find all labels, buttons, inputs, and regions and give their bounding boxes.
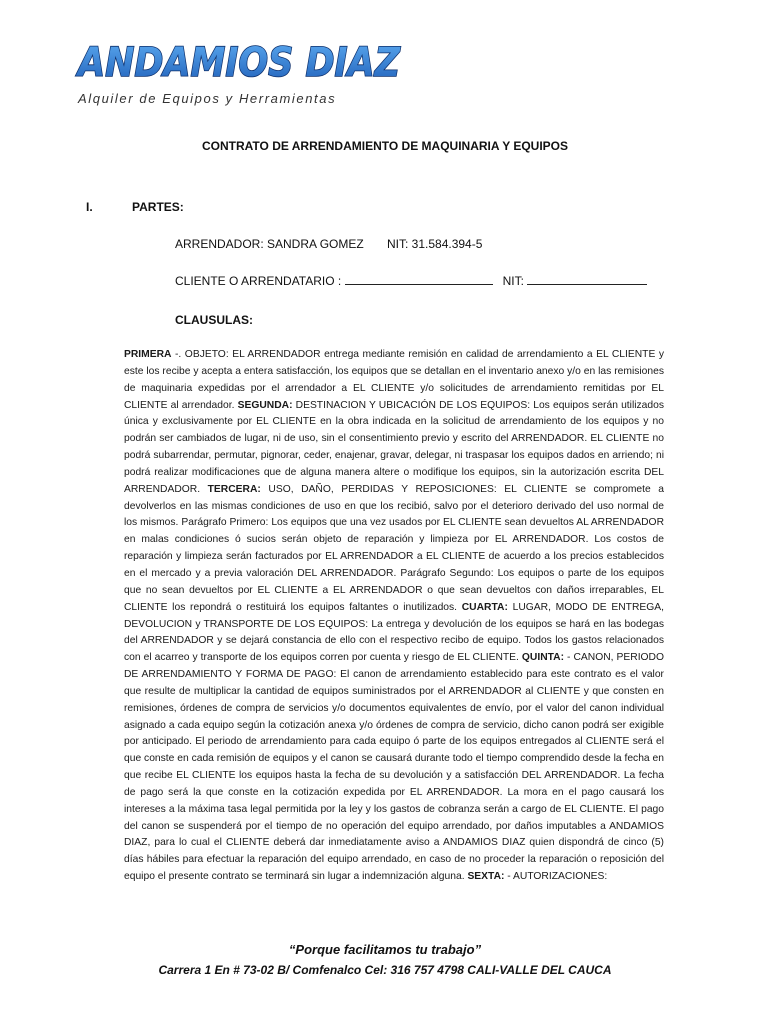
clause-label: CUARTA: [461, 601, 508, 613]
cliente-nit-label: NIT: [502, 274, 524, 288]
clauses-body [124, 347, 664, 886]
clause-label: PRIMERA [124, 349, 172, 360]
footer-address: Carrera 1 En # 73-02 B/ Comfenalco Cel: 316 757 4798 CALI-VALLE DEL CAUCA [158, 963, 612, 977]
cliente-line [175, 272, 647, 288]
arrendador-line: ARRENDADOR: SANDRA GOMEZ [175, 237, 364, 251]
clausulas-title: CLAUSULAS: [175, 313, 253, 327]
clause-label: TERCERA: [207, 483, 261, 495]
section-number: I. [86, 200, 93, 214]
company-logo [74, 36, 404, 84]
clause-text: LUGAR, MODO DE ENTREGA, DEVOLUCION y TRANSPORTE DE LOS EQUIPOS: La entrega y devolución de los equipos se hará en las bodegas del ARRENDADOR y se dejará constancia de ello con el respectivo recibo de equipo. Todos los gastos relacionados con el acarreo y transporte de los equipos corren por cuenta y riesgo de EL CLIENTE. [124, 601, 664, 664]
clause-text: USO, DAÑO, PERDIDAS Y REPOSICIONES: EL CLIENTE se compromete a devolverlos en las mismas condiciones de uso en que los recibió, salvo por el deterioro derivado del uso normal de los mismos. Parágrafo Primero: Los equipos que una vez usados por EL CLIENTE sean devueltos AL ARRENDADOR en malas condiciones ó sucios serán objeto de reparación y limpieza por EL ARRENDADOR. Los costos de reparación y limpieza serán facturados por EL ARRENDADOR a EL CLIENTE de acuerdo a los precios establecidos en el mercado y a previa valoración DEL ARRENDADOR. Parágrafo Segundo: Los equipos o parte de los equipos que no sean devueltos por EL CLIENTE a EL ARRENDADOR o que sean devueltos con daños irreparables, EL CLIENTE los repondrá o restituirá los equipos faltantes o inutilizados. [124, 483, 664, 613]
cliente-name-blank[interactable] [345, 272, 493, 285]
arrendador-nit: NIT: 31.584.394-5 [387, 237, 483, 251]
cliente-label: CLIENTE O ARRENDATARIO : [175, 274, 342, 288]
cliente-nit-blank[interactable] [527, 272, 647, 285]
clause-text: - AUTORIZACIONES: [504, 871, 608, 883]
clause-label: QUINTA: [521, 652, 565, 664]
company-tagline: Alquiler de Equipos y Herramientas [78, 91, 337, 106]
section-title: PARTES: [132, 200, 184, 214]
footer-motto: “Porque facilitamos tu trabajo” [288, 942, 482, 957]
clause-label: SEGUNDA: [237, 399, 293, 411]
clause-label: SEXTA: [467, 871, 505, 883]
clause-text: DESTINACION Y UBICACIÓN DE LOS EQUIPOS: Los equipos serán utilizados única y exclusivamente por EL CLIENTE en la obra indicada en la solicitud de arrendamiento de los equipos y no podrán ser cambiados de lugar, ni de uso, sin el consentimiento previo y escrito del ARRENDADOR. EL CLIENTE no podrá subarrendar, permutar, pignorar, ceder, enajenar, gravar, delegar, ni traspasar los equipos dados en arriendo; ni podrá realizar modificaciones que de alguna manera altere o modifique los equipos, sin la autorización escrita DEL ARRENDADOR. [124, 399, 664, 495]
clause-text: -. OBJETO: EL ARRENDADOR entrega mediante remisión en calidad de arrendamiento a EL CLIENTE y este los recibe y acepta a entera satisfacción, los equipos que se detallan en el inventario anexo y/o en las remisiones de maquinaria expedidas por el arrendador a EL CLIENTE y/o solicitudes de arrendamiento remitidas por EL CLIENTE al arrendador. [124, 349, 664, 411]
logo-text: ANDAMIOS DIAZ [75, 40, 401, 86]
clause-text: - CANON, PERIODO DE ARRENDAMIENTO Y FORMA DE PAGO: El canon de arrendamiento establecido para este contrato es el valor que resulte de multiplicar la cantidad de equipos suministrados por el ARRENDADOR al CLIENTE y que consten en remisiones, órdenes de compra de servicios y/o documentos equivalentes de envío, por el valor del canon individual asignado a cada equipo según la cotización anexa y/o órdenes de compra de servicio, dicho canon podrá ser exigible por anticipado. El periodo de arrendamiento para cada equipo ó parte de los equipos entregados al CLIENTE será el que conste en cada remisión de equipos y el canon se causará durante todo el tiempo comprendido desde la fecha en que recibe EL CLIENTE los equipos hasta la fecha de su devolución y a satisfacción DEL ARRENDADOR. La fecha de pago será la que conste en la cotización expedida por EL ARRENDADOR. La mora en el pago causará los intereses a la máxima tasa legal permitida por la ley y los gastos de cobranza serán a cargo de EL CLIENTE. El pago del canon se suspenderá por el tiempo de no operación del equipo arrendado, por daños imputables a ANDAMIOS DIAZ, para lo cual el CLIENTE deberá dar inmediatamente aviso a ANDAMIOS DIAZ quien dispondrá de cinco (5) días hábiles para efectuar la reparación del equipo arrendado, en caso de no proceder la reparación o reposición del equipo el presente contrato se terminará sin lugar a indemnización alguna. [124, 652, 665, 883]
document-title: CONTRATO DE ARRENDAMIENTO DE MAQUINARIA Y EQUIPOS [201, 139, 569, 153]
